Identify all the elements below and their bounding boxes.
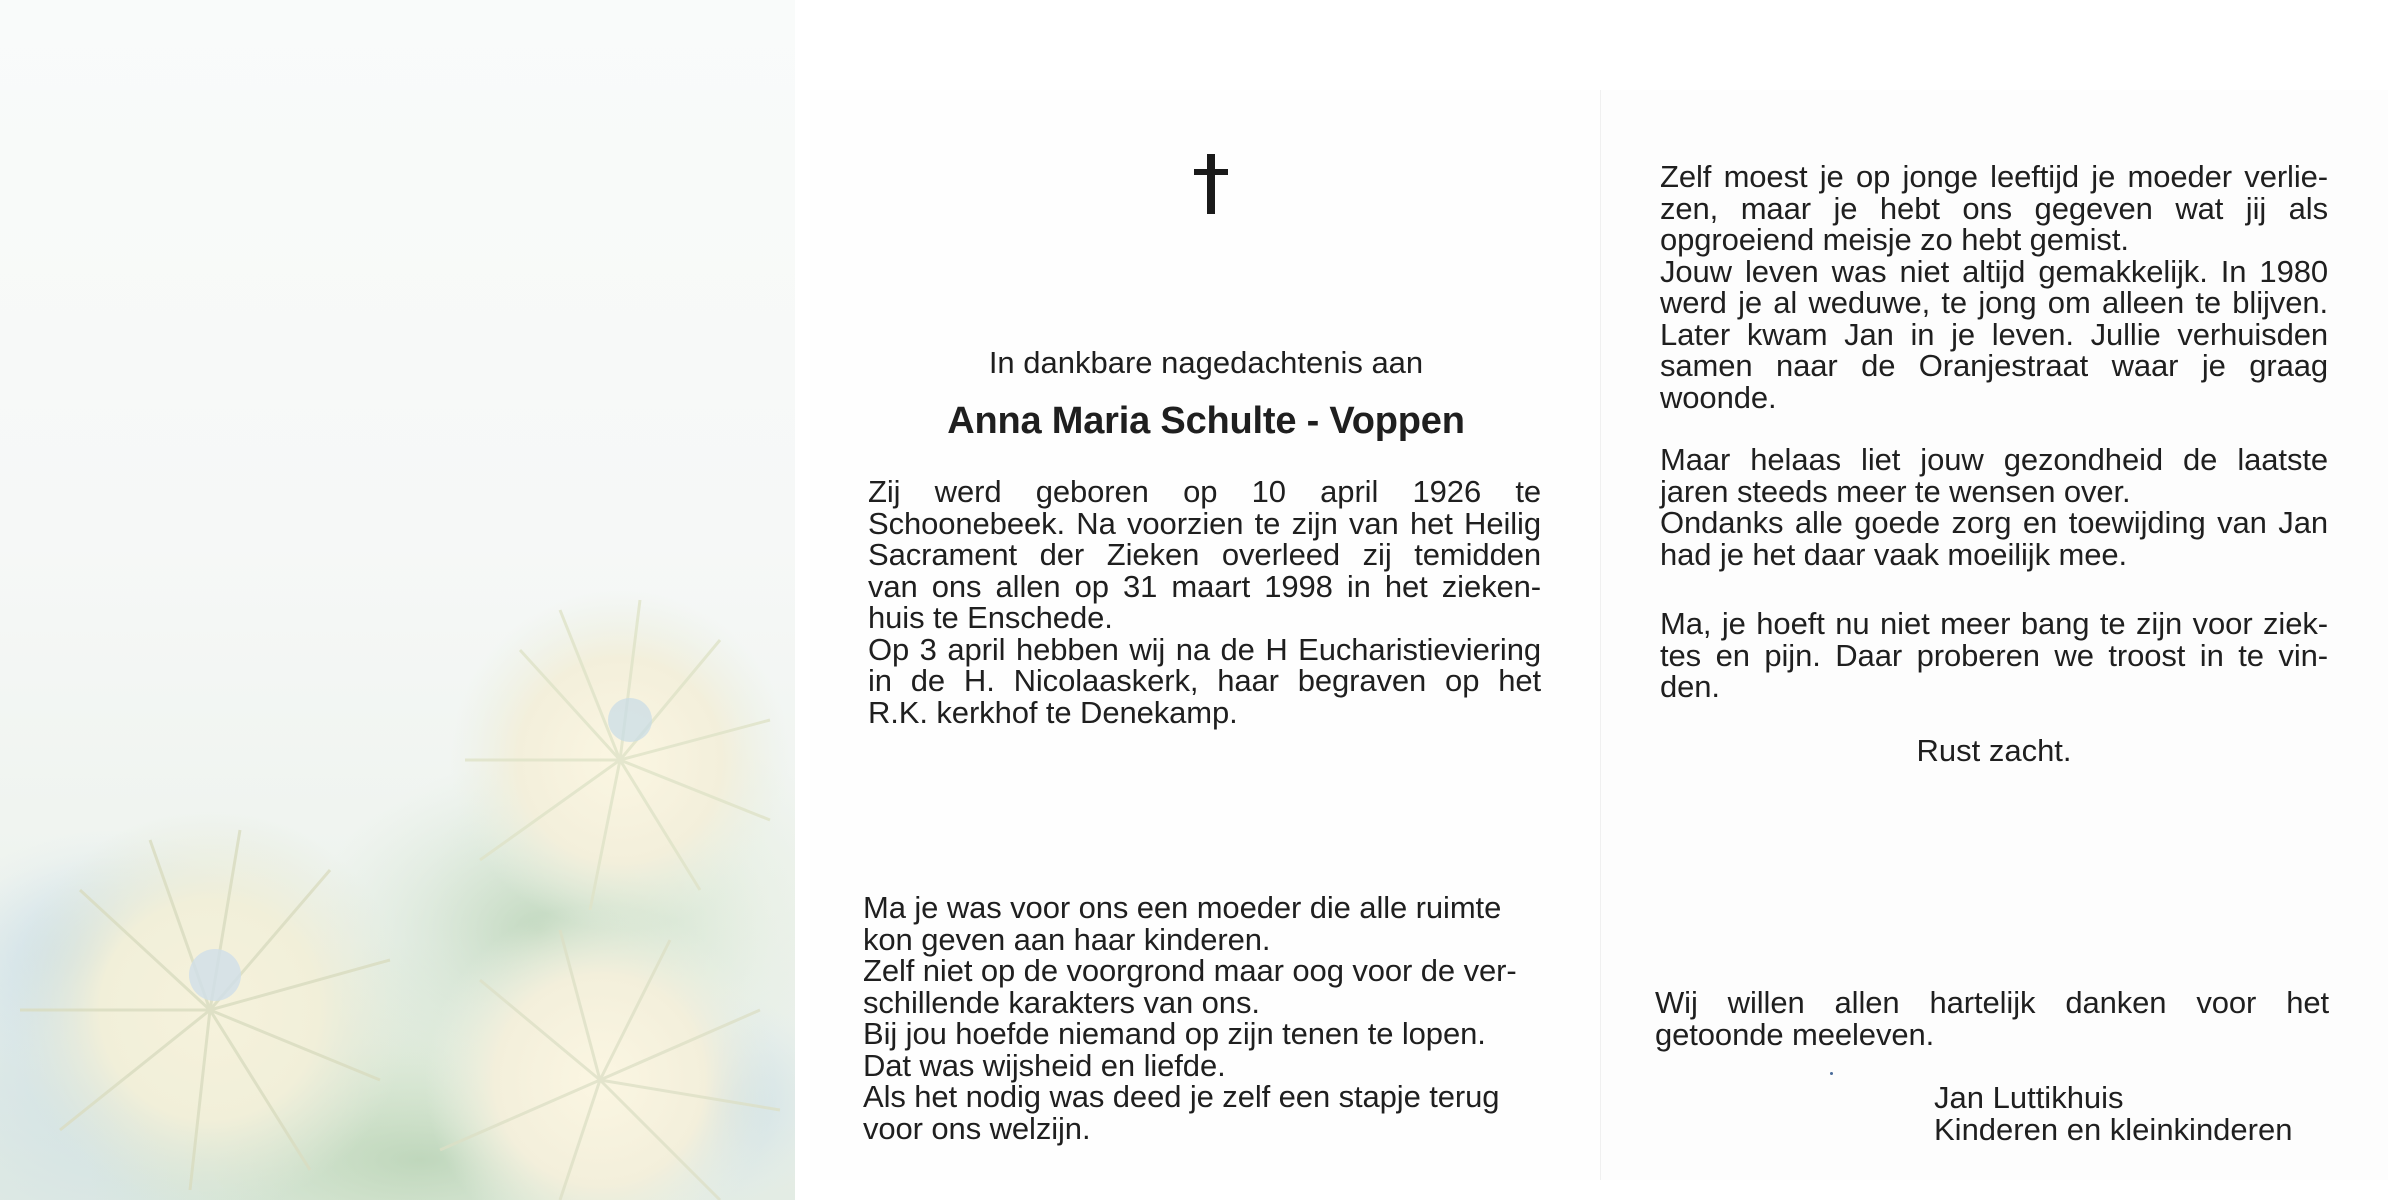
bio-line: van ons allen op 31 maart 1998 in het zieken- <box>868 568 1541 604</box>
chrysanthemum-illustration <box>0 0 795 1200</box>
tribute-line: Bij jou hoefde niemand op zijn tenen te lopen. <box>863 1016 1486 1051</box>
life-story-paragraph <box>1660 161 2328 413</box>
thanks-line: Wij willen allen hartelijk danken voor het <box>1655 985 2329 1020</box>
thanks-paragraph <box>1655 987 2329 1050</box>
intro-text: In dankbare nagedachtenis aan <box>988 345 1424 380</box>
signature-line: Jan Luttikhuis <box>1934 1080 2124 1115</box>
comfort-line: Ma, je hoeft nu niet meer bang te zijn voor ziek- <box>1660 606 2328 641</box>
signature-block <box>1934 1082 2292 1146</box>
closing-text: Rust zacht. <box>1916 733 2072 768</box>
bio-line: in de H. Nicolaaskerk, haar begraven op het <box>868 663 1541 698</box>
flower-upper <box>450 590 790 930</box>
bio-line: Zij werd geboren op 10 april 1926 te <box>868 474 1541 509</box>
tribute-line: Dat was wijsheid en liefde. <box>863 1047 1226 1083</box>
tribute-line: voor ons welzijn. <box>863 1110 1091 1146</box>
deceased-name: Anna Maria Schulte - Voppen <box>947 400 1465 442</box>
tribute-line: kon geven aan haar kinderen. <box>863 921 1271 957</box>
tribute-line: Zelf niet op de voorgrond maar oog voor de ver- <box>863 953 1517 988</box>
ink-dot <box>1830 1072 1833 1075</box>
story-line: samen naar de Oranjestraat waar je graag <box>1660 348 2328 383</box>
story-line: zen, maar je hebt ons gegeven wat jij als <box>1660 190 2328 226</box>
story-line: Jouw leven was niet altijd gemakkelijk. In 1980 <box>1660 253 2328 289</box>
story-line: opgroeiend meisje zo hebt gemist. <box>1660 222 2129 257</box>
story-line: Later kwam Jan in je leven. Jullie verhuisden <box>1660 316 2328 352</box>
tribute-line: Als het nodig was deed je zelf een stapje terug <box>863 1079 1500 1114</box>
story-line: Zelf moest je op jonge leeftijd je moeder verlie- <box>1660 159 2328 194</box>
cross-icon <box>1185 152 1237 216</box>
floral-illustration-panel <box>0 0 795 1200</box>
health-line: Maar helaas liet jouw gezondheid de laatste <box>1660 442 2328 477</box>
bio-line: huis te Enschede. <box>868 600 1113 635</box>
flower-lower-left <box>10 810 410 1200</box>
comfort-line: den. <box>1660 669 1720 704</box>
health-line: had je het daar vaak moeilijk mee. <box>1660 536 2128 572</box>
comfort-paragraph <box>1660 608 2328 703</box>
tribute-line: schillende karakters van ons. <box>863 984 1260 1020</box>
story-line: werd je al weduwe, te jong om alleen te blijven. <box>1660 285 2328 320</box>
bio-line: Sacrament der Zieken overleed zij temidden <box>868 537 1541 572</box>
health-line: Ondanks alle goede zorg en toewijding van Jan <box>1660 505 2328 540</box>
bio-line: Op 3 april hebben wij na de H Eucharistieviering <box>868 631 1541 667</box>
thanks-line: getoonde meeleven. <box>1655 1016 1935 1052</box>
story-line: woonde. <box>1660 379 1777 415</box>
bio-line: Schoonebeek. Na voorzien te zijn van het Heilig <box>868 505 1541 541</box>
health-paragraph <box>1660 444 2328 570</box>
signature-line: Kinderen en kleinkinderen <box>1934 1112 2293 1147</box>
comfort-line: tes en pijn. Daar proberen we troost in te vin- <box>1660 637 2328 673</box>
tribute-line: Ma je was voor ons een moeder die alle ruimte <box>863 890 1502 925</box>
health-line: jaren steeds meer te wensen over. <box>1660 473 2131 509</box>
bio-line: R.K. kerkhof te Denekamp. <box>868 694 1238 730</box>
tribute-paragraph <box>863 892 1541 1144</box>
biography-paragraph <box>868 476 1541 728</box>
